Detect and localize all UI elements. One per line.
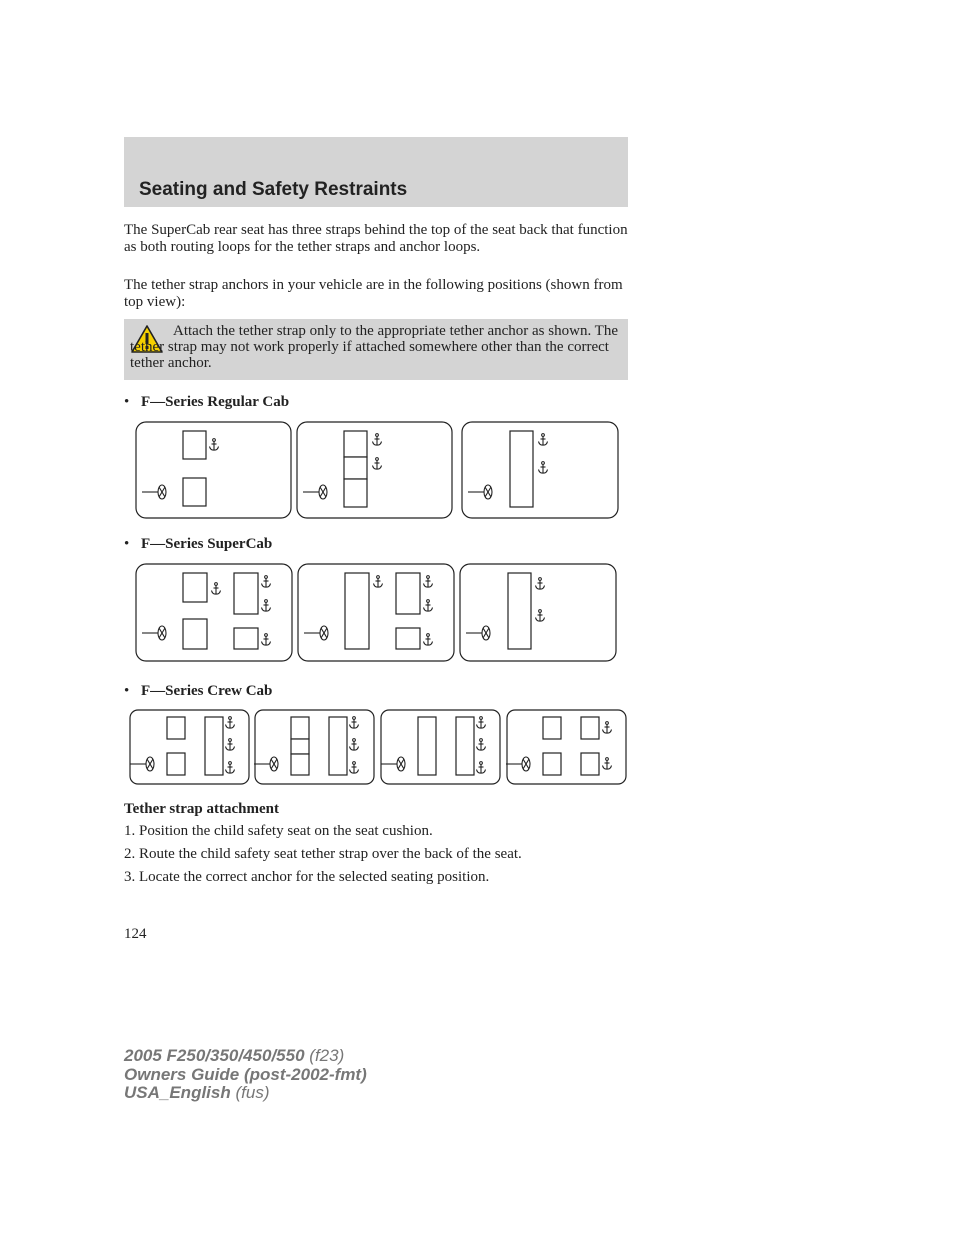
anchor-icon [424,600,433,611]
step-1: 1. Position the child safety seat on the seat cushion. [124,823,433,839]
anchor-icon [373,434,382,445]
crew-cab-layout-4 [506,710,626,784]
anchor-icon [210,439,219,450]
page-title: Seating and Safety Restraints [139,179,408,200]
crew-cab-diagrams [128,707,628,787]
paragraph-rear-seat-straps: The SuperCab rear seat has three straps behind the top of the seat back that function as both routing loops for the tether straps and anchor loops. [124,222,628,255]
anchor-icon [536,610,545,621]
steering-wheel-icon [381,757,405,771]
section-crew-cab-label: • F—Series Crew Cab [124,683,273,699]
steering-wheel-icon [303,485,327,499]
supercab-layout-2 [298,564,454,661]
steering-wheel-icon [468,485,492,499]
regular-cab-layout-1 [136,422,291,518]
anchor-icon [424,576,433,587]
anchor-icon [477,762,486,773]
anchor-icon [477,739,486,750]
steering-wheel-icon [142,626,166,640]
anchor-icon [603,722,612,733]
warning-box [124,319,628,380]
steering-wheel-icon [506,757,530,771]
paragraph-anchor-positions: The tether strap anchors in your vehicle are in the following positions (shown from top view): [124,277,623,310]
page-number: 124 [124,926,147,942]
anchor-icon [262,634,271,645]
anchor-icon [424,634,433,645]
document-footer: 2005 F250/350/450/550 (f23) Owners Guide (post-2002-fmt) USA_English (fus) [124,1046,367,1102]
regular-cab-layout-2 [297,422,452,518]
steering-wheel-icon [130,757,154,771]
anchor-icon [262,576,271,587]
anchor-icon [539,462,548,473]
step-3: 3. Locate the correct anchor for the selected seating position. [124,869,490,885]
supercab-layout-3 [460,564,616,661]
steering-wheel-icon [142,485,166,499]
steering-wheel-icon [254,757,278,771]
anchor-icon [477,717,486,728]
supercab-layout-1 [136,564,292,661]
crew-cab-layout-3 [381,710,500,784]
step-2: 2. Route the child safety seat tether strap over the back of the seat. [124,846,522,862]
section-header [124,137,628,207]
anchor-icon [350,762,359,773]
steering-wheel-icon [466,626,490,640]
section-supercab-label: • F—Series SuperCab [124,536,273,552]
tether-attachment-heading: Tether strap attachment [124,801,279,817]
anchor-icon [350,717,359,728]
anchor-icon [539,434,548,445]
regular-cab-diagrams [130,418,625,523]
anchor-icon [212,583,221,594]
anchor-icon [226,762,235,773]
anchor-icon [374,576,383,587]
anchor-icon [226,739,235,750]
anchor-icon [226,717,235,728]
anchor-icon [536,578,545,589]
warning-text: Attach the tether strap only to the appropriate tether anchor as shown. The tether strap may not work properly if attached somewhere other than the correct tether anchor. [130,323,618,371]
anchor-icon [603,758,612,769]
crew-cab-layout-2 [254,710,374,784]
anchor-icon [262,600,271,611]
regular-cab-layout-3 [462,422,618,518]
crew-cab-layout-1 [130,710,249,784]
supercab-diagrams [130,560,625,665]
section-regular-cab-label: • F—Series Regular Cab [124,394,290,410]
steering-wheel-icon [304,626,328,640]
anchor-icon [373,458,382,469]
anchor-icon [350,739,359,750]
